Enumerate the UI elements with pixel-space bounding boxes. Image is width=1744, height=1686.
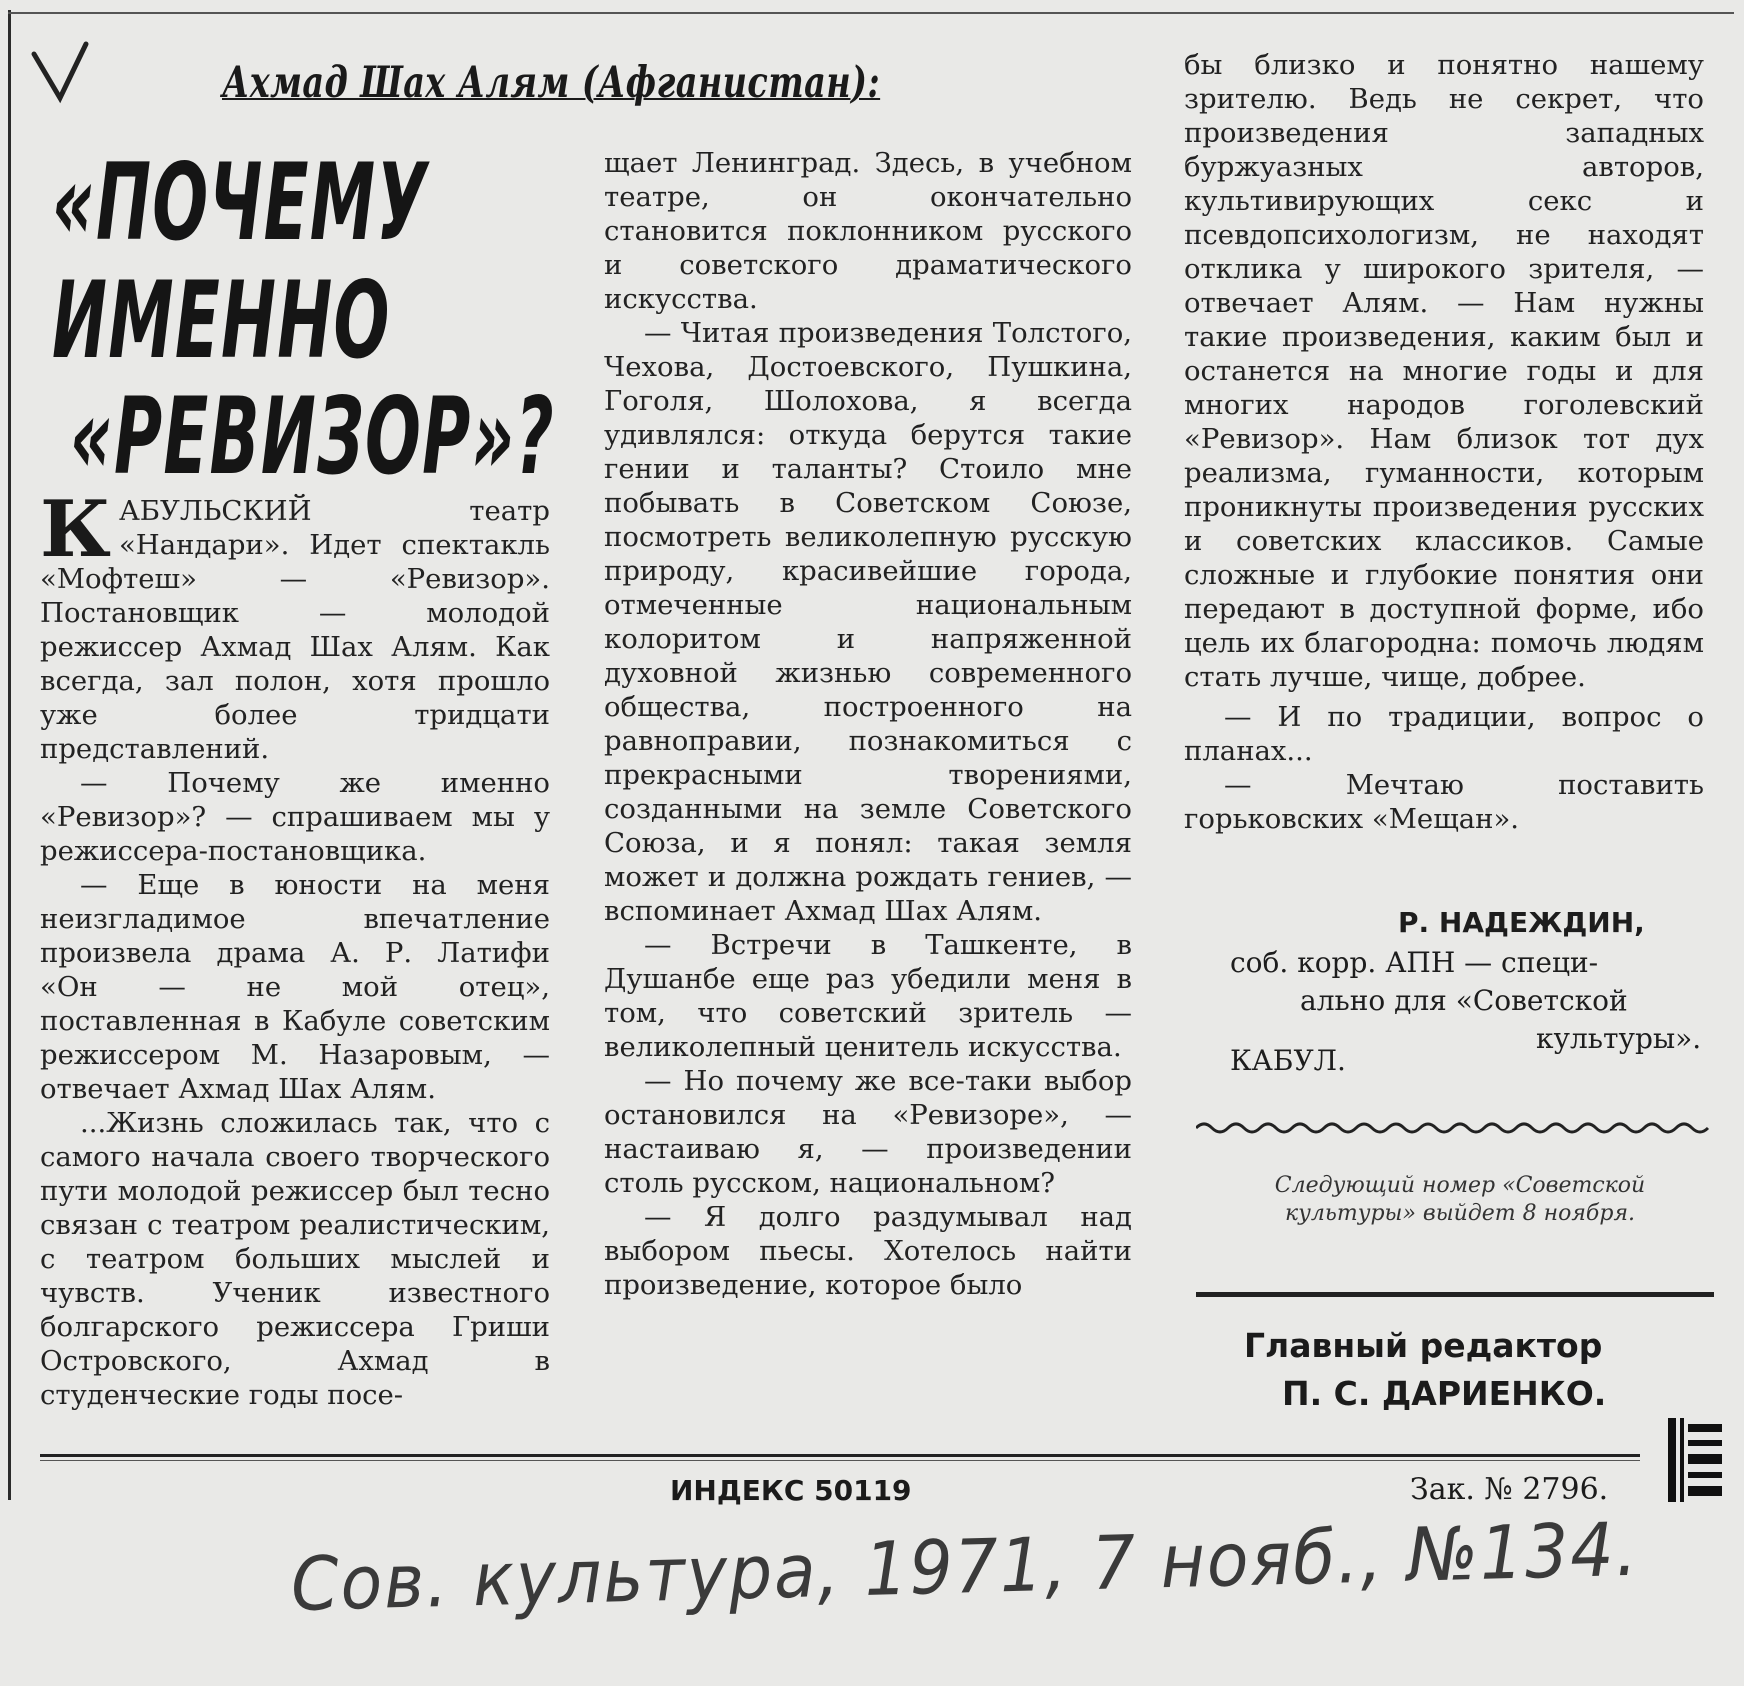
column-2-paragraph: щает Ленинград. Здесь, в учебном театре, он окончательно становится поклонником русского и советского драматического искусства.	[604, 147, 1132, 315]
footer-index: ИНДЕКС 50119	[670, 1474, 912, 1507]
headline-line-3: «РЕВИЗОР»?	[70, 375, 555, 498]
headline-line-2: ИМЕННО	[52, 259, 391, 382]
next-issue-notice: Следующий номер «Советской культуры» выйдет 8 ноября.	[1274, 1173, 1646, 1226]
column-2-paragraph: — Читая произведения Толстого, Чехова, Достоевского, Пушкина, Гоголя, Шолохова, я всегда удивлялся: откуда берутся такие гении и таланты? Стоило мне побывать в Советском Союзе, посмотреть великолепную русскую природу, красивейшие города, отмеченные национальным колоритом и напряженной духовной жизнью современного общества, построенного на равноправии, познакомиться с прекрасными творениями, созданными на земле Советского Союза, и я понял: такая земля может и должна рождать гениев, — вспоминает Ахмад Шах Алям.	[604, 317, 1132, 927]
column-1-paragraph: КАБУЛЬСКИЙ театр «Нандари». Идет спектакль «Мофтеш» — «Ревизор». Постановщик — молодой режиссер Ахмад Шах Алям. Как всегда, зал полон, хотя прошло уже более тридцати представлений.	[40, 484, 550, 765]
drop-cap: К	[40, 484, 111, 575]
article-column-1	[40, 484, 550, 1412]
column-3-paragraph: бы близко и понятно нашему зрителю. Ведь не секрет, что произведения западных буржуазных авторов, культивирующих секс и псевдопсихологизм, не находят отклика у широкого зрителя, — отвечает Алям. — Нам нужны такие произведения, каким был и останется на многие годы и для многих народов гоголевский «Ревизор». Нам близок тот дух реализма, гуманности, которым проникнуты произведения русских и советских классиков. Самые сложные и глубокие понятия они передают в доступной форме, ибо цель их благородна: помочь людям стать лучше, чище, добрее.	[1184, 49, 1704, 693]
article-column-3	[1184, 48, 1704, 836]
footer-order-number: Зак. № 2796.	[1410, 1472, 1609, 1507]
article-column-2	[604, 146, 1132, 1302]
wavy-divider	[1196, 1118, 1712, 1138]
footer-rule-thin	[40, 1460, 1640, 1461]
dateline-place: КАБУЛ.	[1230, 1044, 1346, 1077]
article-byline: Ахмад Шах Алям (Афганистан):	[222, 58, 881, 108]
print-mark	[1666, 1418, 1726, 1502]
column-1-paragraph: ...Жизнь сложилась так, что с самого начала своего творческого пути молодой режиссер был тесно связан с театром реалистическим, с театром больших мыслей и чувств. Ученик известного болгарского режиссера Гриши Островского, Ахмад в студенческие годы посе-	[40, 1107, 550, 1411]
author-name: Р. НАДЕЖДИН,	[1398, 906, 1645, 939]
clipping-left-edge	[8, 10, 11, 1500]
clipping-top-edge	[8, 12, 1734, 14]
author-role-line-2: ально для «Советской	[1300, 984, 1628, 1017]
editor-name: П. С. ДАРИЕНКО.	[1282, 1374, 1607, 1413]
author-role-line-1: соб. корр. АПН — специ-	[1230, 946, 1599, 979]
author-role-line-3: культуры».	[1536, 1022, 1702, 1055]
column-1-paragraph: — Почему же именно «Ревизор»? — спрашиваем мы у режиссера-постановщика.	[40, 767, 550, 867]
column-3-paragraph: — Мечтаю поставить горьковских «Мещан».	[1184, 769, 1704, 835]
editor-title: Главный редактор	[1244, 1326, 1603, 1365]
headline-line-1: «ПОЧЕМУ	[52, 141, 429, 264]
footer-rule	[40, 1454, 1640, 1457]
column-2-paragraph: — Я долго раздумывал над выбором пьесы. Хотелось найти произведение, которое было	[604, 1201, 1132, 1301]
column-3-paragraph: — И по традиции, вопрос о планах...	[1184, 701, 1704, 767]
column-2-paragraph: — Встречи в Ташкенте, в Душанбе еще раз убедили меня в том, что советский зритель — великолепный ценитель искусства.	[604, 929, 1132, 1063]
handwritten-source-note: Сов. культура, 1971, 7 нояб., №134.	[290, 1506, 1640, 1628]
editor-divider	[1196, 1292, 1714, 1297]
column-2-paragraph: — Но почему же все-таки выбор остановился на «Ревизоре», — настаиваю я, — произведении столь русском, национальном?	[604, 1065, 1132, 1199]
handwritten-check-mark	[30, 40, 90, 110]
column-1-paragraph: — Еще в юности на меня неизгладимое впечатление произвела драма А. Р. Латифи «Он — не мой отец», поставленная в Кабуле советским режиссером М. Назаровым, — отвечает Ахмад Шах Алям.	[40, 869, 550, 1105]
